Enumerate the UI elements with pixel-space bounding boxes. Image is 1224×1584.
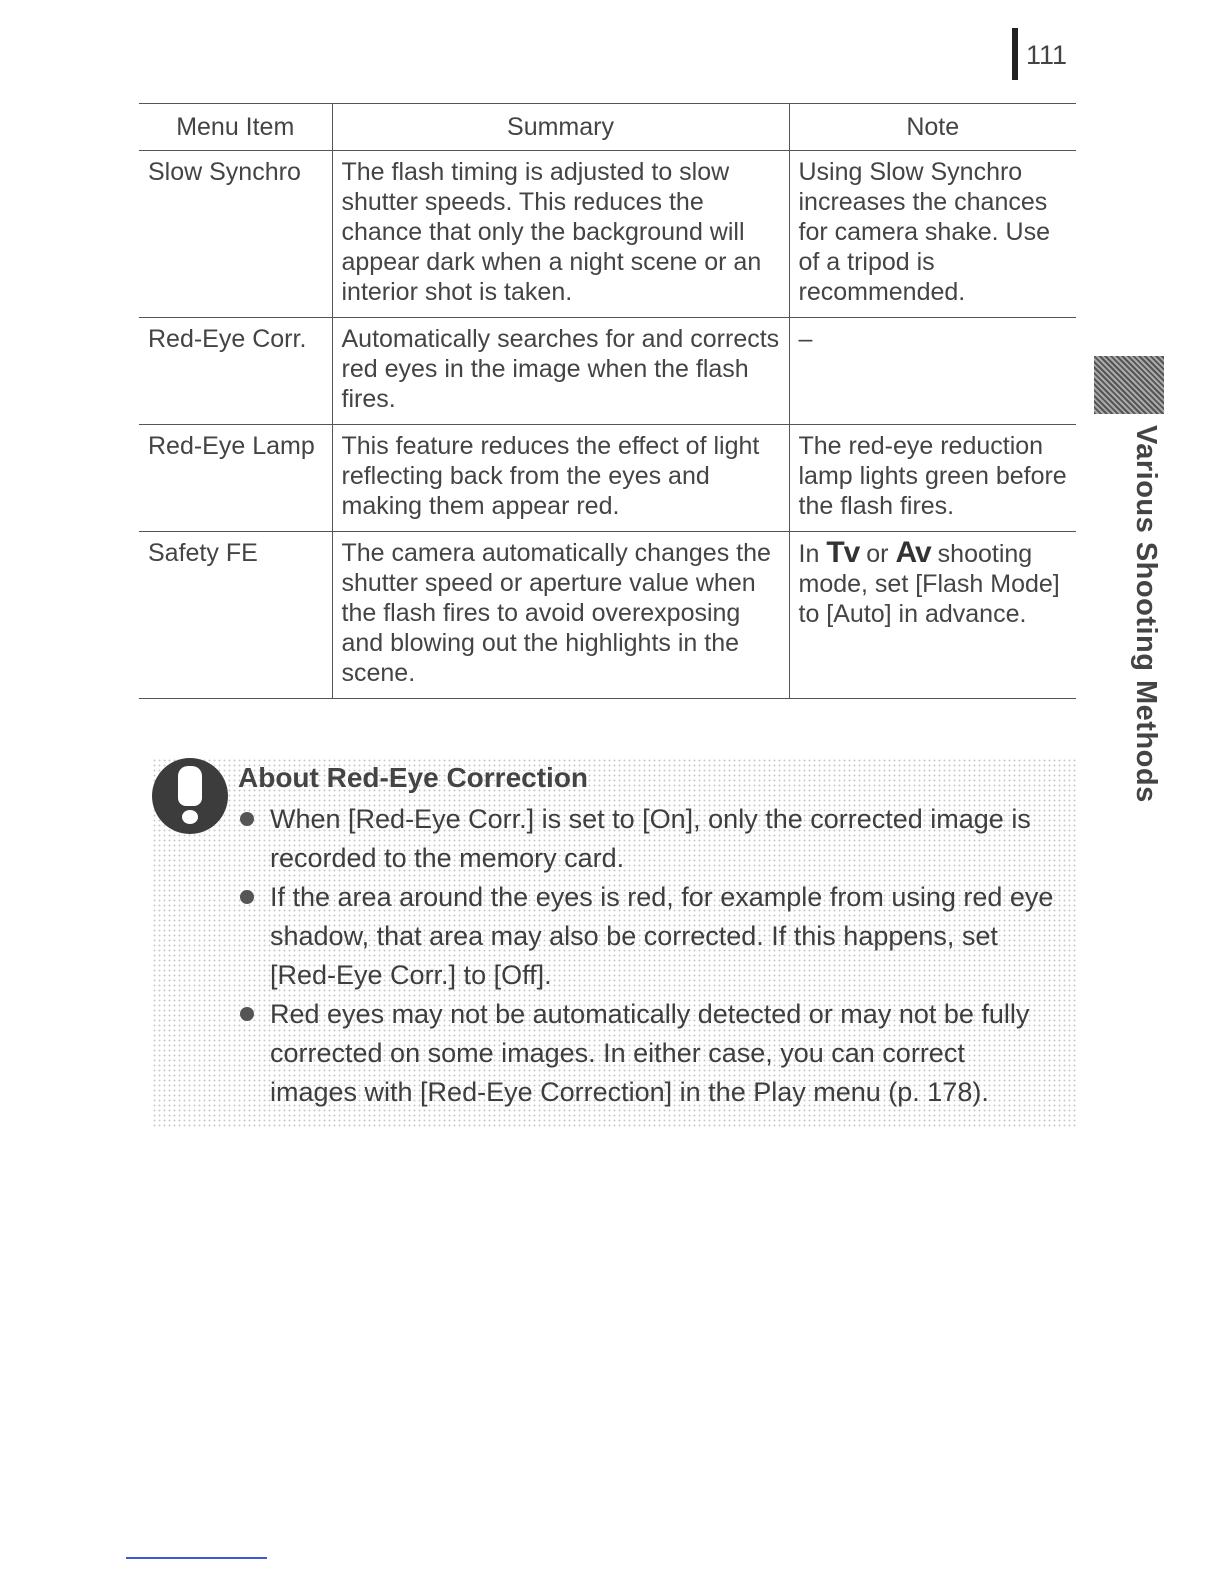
cell-menu-item: Safety FE <box>139 532 332 699</box>
table-row <box>139 532 1076 699</box>
header-note: Note <box>789 104 1076 151</box>
cell-note <box>789 532 1076 699</box>
cell-note: The red-eye reduction lamp lights green before the flash fires. <box>789 425 1076 532</box>
table-row <box>139 318 1076 425</box>
caution-box <box>152 758 1076 1128</box>
cell-menu-item: Red-Eye Lamp <box>139 425 332 532</box>
caution-icon <box>152 758 228 834</box>
bullet-text: When [Red-Eye Corr.] is set to [On], only the corrected image is recorded to the memory card. <box>270 804 1031 873</box>
table-header-row <box>139 104 1076 151</box>
page-number: 111 <box>1012 28 1067 80</box>
list-item <box>236 800 1056 878</box>
cell-menu-item: Red-Eye Corr. <box>139 318 332 425</box>
av-mode-icon: Av <box>895 536 931 569</box>
footer-link-rule <box>126 1557 267 1559</box>
cell-note: – <box>789 318 1076 425</box>
tv-mode-icon: Tv <box>826 536 860 569</box>
note-rest: shooting mode, set [Flash Mode] to [Auto] in advance. <box>798 540 1060 628</box>
note-prefix: In <box>798 540 820 568</box>
list-item <box>236 878 1056 995</box>
bullet-text: If the area around the eyes is red, for example from using red eye shadow, that area may also be corrected. If this happens, set [Red-Eye Corr.] to [Off]. <box>270 882 1054 990</box>
cell-note: Using Slow Synchro increases the chances for camera shake. Use of a tripod is recommended. <box>789 151 1076 318</box>
bullet-icon <box>240 1007 254 1021</box>
chapter-side-label: Various Shooting Methods <box>1130 425 1162 803</box>
note-or: or <box>866 540 889 568</box>
cell-summary: The camera automatically changes the shutter speed or aperture value when the flash fires to avoid overexposing and blowing out the highlights in the scene. <box>332 532 789 699</box>
list-item <box>236 995 1056 1112</box>
chapter-tab-marker <box>1094 356 1164 414</box>
flash-settings-table <box>139 103 1076 699</box>
caution-list <box>236 800 1056 1112</box>
bullet-text: Red eyes may not be automatically detected or may not be fully corrected on some images. In either case, you can correct images with [Red-Eye Correction] in the Play menu (p. 178). <box>270 999 1030 1107</box>
cell-summary: Automatically searches for and corrects red eyes in the image when the flash fires. <box>332 318 789 425</box>
table-row <box>139 425 1076 532</box>
table-row <box>139 151 1076 318</box>
header-summary: Summary <box>332 104 789 151</box>
cell-menu-item: Slow Synchro <box>139 151 332 318</box>
bullet-icon <box>240 890 254 904</box>
caution-title: About Red-Eye Correction <box>238 762 589 793</box>
cell-summary: This feature reduces the effect of light reflecting back from the eyes and making them appear red. <box>332 425 789 532</box>
cell-summary: The flash timing is adjusted to slow shutter speeds. This reduces the chance that only the background will appear dark when a night scene or an interior shot is taken. <box>332 151 789 318</box>
header-menu-item: Menu Item <box>139 104 332 151</box>
bullet-icon <box>240 812 254 826</box>
